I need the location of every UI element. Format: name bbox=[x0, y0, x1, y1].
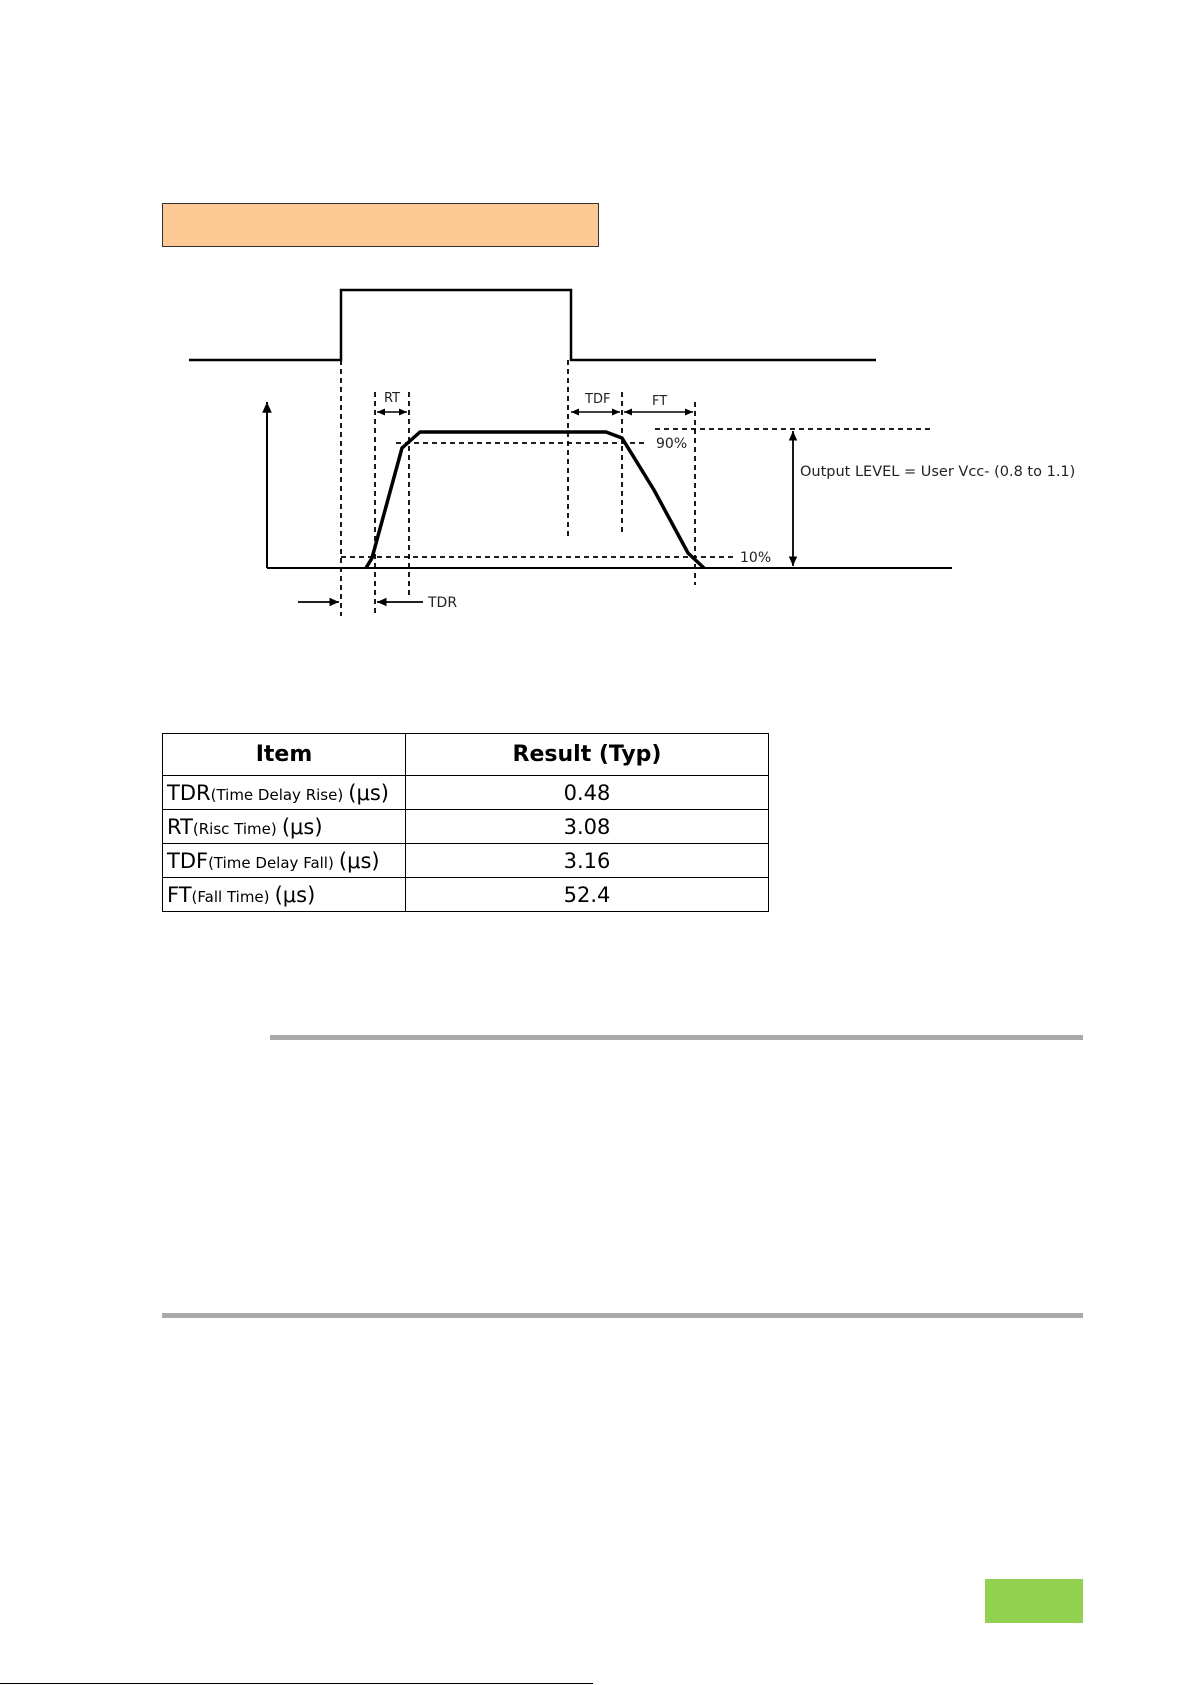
result-cell: 52.4 bbox=[406, 878, 769, 912]
item-cell bbox=[163, 878, 406, 912]
item-desc: (Fall Time) bbox=[191, 887, 270, 906]
section-divider-top bbox=[270, 1035, 1083, 1040]
label-10pct: 10% bbox=[740, 550, 772, 566]
table-row bbox=[163, 810, 769, 844]
item-desc: (Time Delay Fall) bbox=[208, 853, 334, 872]
timing-results-table bbox=[162, 733, 769, 912]
item-unit: (μs) bbox=[274, 882, 316, 907]
item-desc: (Time Delay Rise) bbox=[210, 785, 344, 804]
section-divider-bottom bbox=[162, 1313, 1083, 1318]
label-90pct: 90% bbox=[656, 436, 688, 452]
page-number-tab bbox=[985, 1579, 1083, 1623]
label-ft: FT bbox=[652, 394, 668, 409]
label-output-level: Output LEVEL = User Vcc- (0.8 to 1.1) bbox=[800, 464, 1076, 480]
item-abbr: FT bbox=[167, 882, 192, 907]
item-cell bbox=[163, 776, 406, 810]
input-pulse-waveform bbox=[189, 290, 876, 360]
result-cell: 3.08 bbox=[406, 810, 769, 844]
label-rt: RT bbox=[384, 391, 401, 406]
label-tdf: TDF bbox=[585, 392, 611, 407]
item-desc: (Risc Time) bbox=[192, 819, 277, 838]
table-row bbox=[163, 776, 769, 810]
item-cell bbox=[163, 810, 406, 844]
header-result: Result (Typ) bbox=[406, 734, 769, 776]
result-cell: 3.16 bbox=[406, 844, 769, 878]
item-unit: (μs) bbox=[348, 780, 389, 805]
timing-diagram bbox=[0, 0, 1191, 650]
item-cell bbox=[163, 844, 406, 878]
table-row bbox=[163, 878, 769, 912]
item-abbr: RT bbox=[167, 814, 193, 839]
label-tdr: TDR bbox=[428, 595, 458, 611]
item-abbr: TDF bbox=[167, 848, 209, 873]
item-unit: (μs) bbox=[281, 814, 323, 839]
item-unit: (μs) bbox=[338, 848, 380, 873]
result-cell: 0.48 bbox=[406, 776, 769, 810]
header-item: Item bbox=[163, 734, 406, 776]
table-header-row bbox=[163, 734, 769, 776]
item-abbr: TDR bbox=[167, 780, 211, 805]
output-waveform bbox=[366, 432, 704, 568]
table-row bbox=[163, 844, 769, 878]
footer-rule bbox=[0, 1683, 593, 1684]
